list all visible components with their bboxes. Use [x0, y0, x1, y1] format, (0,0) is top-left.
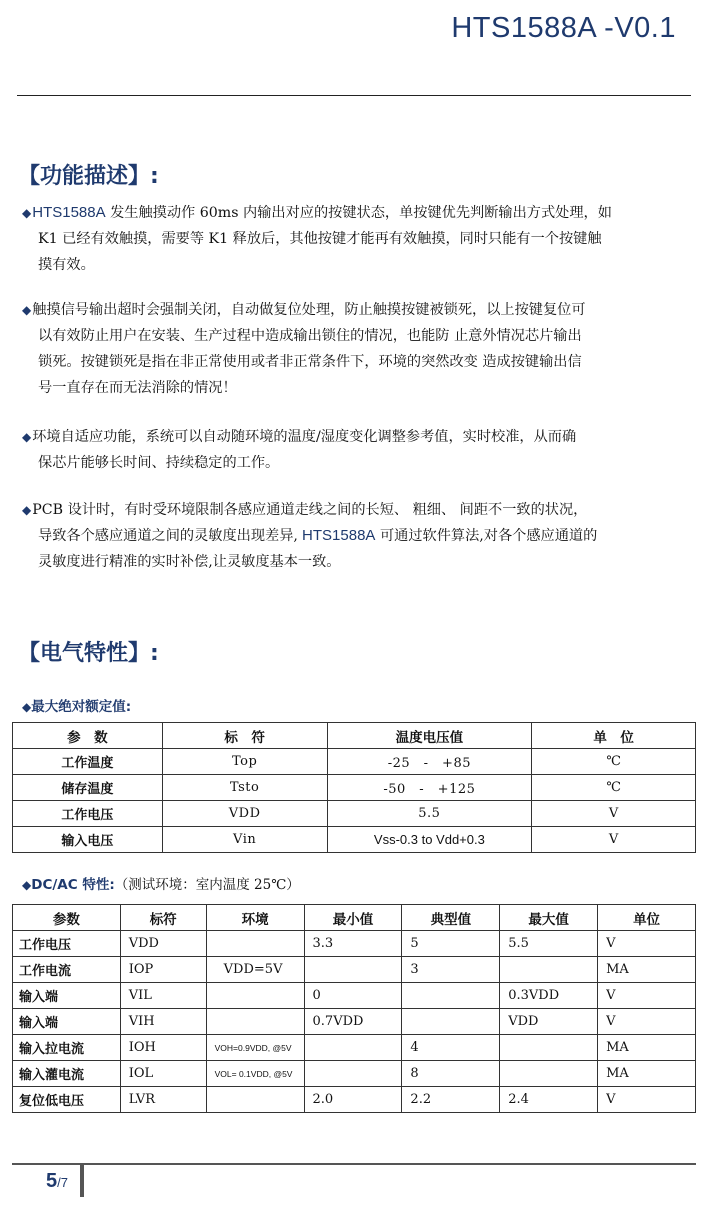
subsection-title-dc-ac: ◆DC/AC 特性:（测试环境：室内温度 25℃）: [22, 877, 300, 893]
diamond-bullet-icon: ◆: [22, 430, 32, 444]
paragraph-touch-response: [22, 200, 690, 278]
table-cell: VOH=0.9VDD, @5V: [206, 1035, 304, 1061]
table-header-cell: 参数: [13, 905, 121, 931]
table-header-cell: 温度电压值: [327, 723, 532, 749]
table-cell: [402, 983, 500, 1009]
table-cell: LVR: [120, 1087, 206, 1113]
table-cell: 8: [402, 1061, 500, 1087]
table-cell: ℃: [532, 775, 696, 801]
table-cell: 输入端: [13, 983, 121, 1009]
paragraph-text: 以有效防止用户在安装、生产过程中造成输出锁住的情况，也能防 止意外情况芯片输出: [38, 328, 582, 344]
paragraph-text: PCB 设计时，有时受环境限制各感应通道走线之间的长短、 粗细、 间距不一致的状况，: [32, 502, 588, 518]
table-header-cell: 环境: [206, 905, 304, 931]
diamond-bullet-icon: ◆: [22, 700, 32, 714]
table-header-cell: 典型值: [402, 905, 500, 931]
table-cell: V: [532, 801, 696, 827]
table-header-cell: 最小值: [304, 905, 402, 931]
table-header-cell: 单 位: [532, 723, 696, 749]
page-current: 5: [46, 1170, 58, 1192]
table-header-cell: 最大值: [500, 905, 598, 931]
header-divider: [17, 95, 691, 96]
table-cell: MA: [598, 1061, 696, 1087]
diamond-bullet-icon: ◆: [22, 503, 32, 517]
table-header-cell: 参 数: [13, 723, 163, 749]
table-cell: VIL: [120, 983, 206, 1009]
table-cell: [500, 1061, 598, 1087]
table-cell: 工作电压: [13, 801, 163, 827]
document-title: HTS1588A -V0.1: [451, 12, 676, 44]
paragraph-text: 保芯片能够长时间、持续稳定的工作。: [38, 455, 280, 471]
table-cell: VOL= 0.1VDD, @5V: [206, 1061, 304, 1087]
table-cell: VDD: [120, 931, 206, 957]
footer-vertical-bar: [80, 1163, 84, 1197]
paragraph-pcb-compensation: [22, 497, 690, 575]
section-title-electrical: 【电气特性】:: [18, 641, 159, 666]
footer-divider: [12, 1163, 696, 1165]
table-header-cell: 标 符: [162, 723, 327, 749]
paragraph-text: 环境自适应功能，系统可以自动随环境的温度/湿度变化调整参考值，实时校准，从而确: [32, 429, 577, 445]
table-cell: V: [598, 983, 696, 1009]
paragraph-text: 触摸信号输出超时会强制关闭，自动做复位处理，防止触摸按键被锁死，以上按键复位可: [32, 302, 586, 318]
table-row: [13, 775, 696, 801]
table-cell: 2.0: [304, 1087, 402, 1113]
paragraph-timeout-reset: [22, 297, 690, 401]
table-cell: 4: [402, 1035, 500, 1061]
table-row: [13, 983, 696, 1009]
table-cell: -25 - +85: [327, 749, 532, 775]
chip-name: HTS1588A: [32, 204, 106, 221]
paragraph-text: 摸有效。: [38, 257, 95, 273]
table-cell: -50 - +125: [327, 775, 532, 801]
table-header-row: [13, 905, 696, 931]
table-cell: Tsto: [162, 775, 327, 801]
table-cell: V: [598, 931, 696, 957]
table-cell: 工作电压: [13, 931, 121, 957]
table-cell: [206, 1009, 304, 1035]
table-cell: 3: [402, 957, 500, 983]
table-cell: 5.5: [327, 801, 532, 827]
paragraph-text: 导致各个感应通道之间的灵敏度出现差异,: [38, 528, 298, 544]
table-cell: 0.3VDD: [500, 983, 598, 1009]
diamond-bullet-icon: ◆: [22, 878, 32, 892]
table-header-cell: 标符: [120, 905, 206, 931]
subsection-title-absolute-max: ◆最大绝对额定值:: [22, 699, 132, 715]
table-header-row: [13, 723, 696, 749]
paragraph-text: 锁死。按键锁死是指在非正常使用或者非正常条件下，环境的突然改变 造成按键输出信: [38, 354, 582, 370]
table-row: [13, 1035, 696, 1061]
table-cell: 工作温度: [13, 749, 163, 775]
table-cell: [500, 1035, 598, 1061]
table-cell: [500, 957, 598, 983]
paragraph-text: 号一直存在而无法消除的情况！: [38, 380, 237, 396]
table-cell: 0: [304, 983, 402, 1009]
table-cell: VIH: [120, 1009, 206, 1035]
table-row: [13, 801, 696, 827]
table-cell: Vss-0.3 to Vdd+0.3: [327, 827, 532, 853]
chip-name: HTS1588A: [297, 527, 376, 544]
section-title-function: 【功能描述】:: [18, 164, 159, 189]
table-cell: MA: [598, 1035, 696, 1061]
table-cell: 2.2: [402, 1087, 500, 1113]
table-row: [13, 749, 696, 775]
table-cell: VDD=5V: [206, 957, 304, 983]
table-cell: [206, 931, 304, 957]
table-row: [13, 1009, 696, 1035]
table-cell: VDD: [500, 1009, 598, 1035]
table-cell: IOL: [120, 1061, 206, 1087]
table-cell: 3.3: [304, 931, 402, 957]
table-header-cell: 单位: [598, 905, 696, 931]
table-cell: 0.7VDD: [304, 1009, 402, 1035]
table-row: [13, 957, 696, 983]
dc-ac-characteristics-table: [12, 904, 696, 1113]
table-cell: 输入端: [13, 1009, 121, 1035]
test-condition-note: （测试环境：室内温度 25℃）: [114, 877, 300, 893]
table-cell: Vin: [162, 827, 327, 853]
table-row: [13, 931, 696, 957]
paragraph-environment-adaptive: [22, 424, 690, 476]
absolute-max-ratings-table: [12, 722, 696, 853]
paragraph-text: K1 已经有效触摸，需要等 K1 释放后，其他按键才能再有效触摸，同时只能有一个按键触: [38, 231, 602, 247]
table-row: [13, 827, 696, 853]
paragraph-text: 可通过软件算法,对各个感应通道的: [375, 528, 598, 544]
diamond-bullet-icon: ◆: [22, 206, 32, 220]
table-cell: 5: [402, 931, 500, 957]
page-number: [46, 1170, 68, 1193]
table-cell: 复位低电压: [13, 1087, 121, 1113]
table-cell: VDD: [162, 801, 327, 827]
table-cell: IOP: [120, 957, 206, 983]
table-cell: 输入拉电流: [13, 1035, 121, 1061]
table-row: [13, 1061, 696, 1087]
table-cell: IOH: [120, 1035, 206, 1061]
table-cell: 5.5: [500, 931, 598, 957]
table-cell: ℃: [532, 749, 696, 775]
paragraph-text: 发生触摸动作 60ms 内输出对应的按键状态，单按键优先判断输出方式处理，如: [105, 205, 612, 221]
table-cell: [206, 1087, 304, 1113]
table-cell: [206, 983, 304, 1009]
table-cell: [304, 957, 402, 983]
table-cell: 输入灌电流: [13, 1061, 121, 1087]
page-total: /7: [57, 1175, 68, 1190]
table-cell: [304, 1035, 402, 1061]
table-cell: V: [532, 827, 696, 853]
table-cell: V: [598, 1087, 696, 1113]
diamond-bullet-icon: ◆: [22, 303, 32, 317]
table-cell: Top: [162, 749, 327, 775]
table-cell: MA: [598, 957, 696, 983]
table-cell: 2.4: [500, 1087, 598, 1113]
table-cell: 工作电流: [13, 957, 121, 983]
table-cell: 输入电压: [13, 827, 163, 853]
table-cell: V: [598, 1009, 696, 1035]
table-cell: 储存温度: [13, 775, 163, 801]
table-cell: [402, 1009, 500, 1035]
table-cell: [304, 1061, 402, 1087]
table-row: [13, 1087, 696, 1113]
paragraph-text: 灵敏度进行精准的实时补偿,让灵敏度基本一致。: [38, 554, 341, 570]
